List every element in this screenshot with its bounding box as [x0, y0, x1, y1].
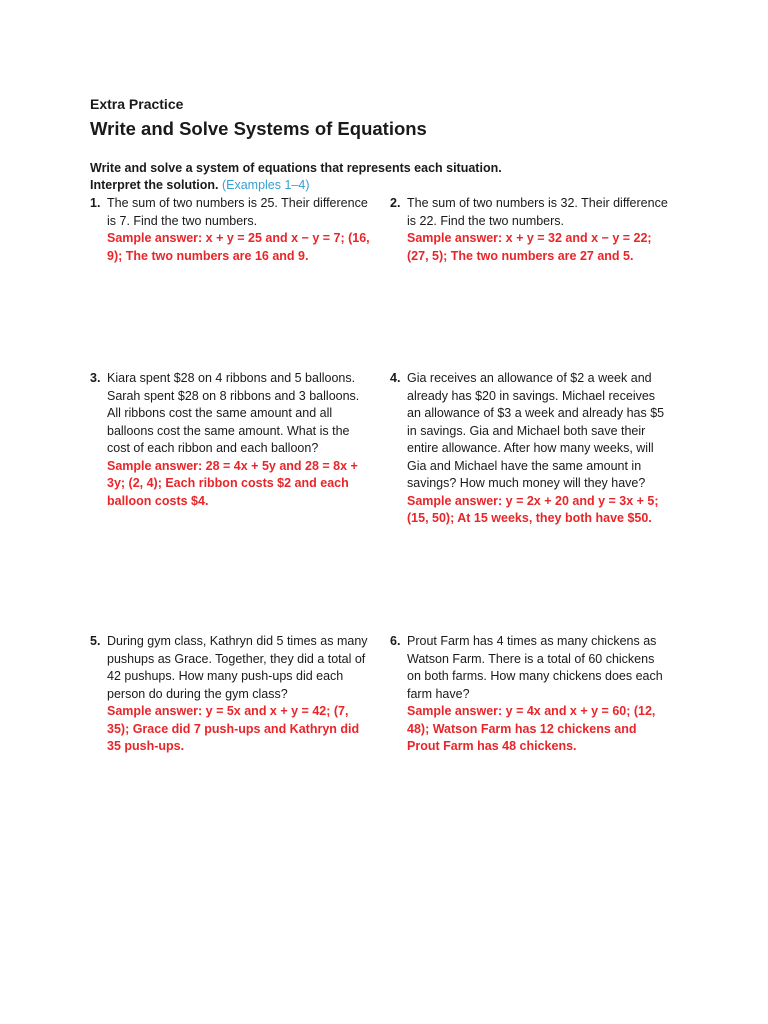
problem-text: The sum of two numbers is 25. Their difference is 7. Find the two numbers.: [107, 196, 368, 228]
problem-1: [90, 195, 370, 265]
problem-text: During gym class, Kathryn did 5 times as many pushups as Grace. Together, they did a total of 42 pushups. How many push-ups did each person do during the gym class?: [107, 634, 368, 701]
examples-reference: (Examples 1–4): [221, 178, 310, 192]
sample-answer: Sample answer: 28 = 4x + 5y and 28 = 8x + 3y; (2, 4); Each ribbon costs $2 and each balloon costs $4.: [107, 458, 358, 508]
problem-4: [390, 370, 670, 528]
problem-number: 3.: [90, 371, 101, 385]
problem-number: 4.: [390, 371, 401, 385]
problem-number: 1.: [90, 196, 101, 210]
instructions-line-1: Write and solve a system of equations that represents each situation.: [90, 161, 502, 175]
problem-text: The sum of two numbers is 32. Their difference is 22. Find the two numbers.: [407, 196, 668, 228]
problem-6: [390, 633, 670, 756]
section-kicker: Extra Practice: [90, 96, 184, 112]
page-title: Write and Solve Systems of Equations: [90, 118, 427, 139]
instructions-line-2: [90, 177, 502, 194]
problem-2: [390, 195, 670, 265]
sample-answer: Sample answer: y = 2x + 20 and y = 3x + 5; (15, 50); At 15 weeks, they both have $50.: [407, 493, 659, 525]
sample-answer: Sample answer: y = 5x and x + y = 42; (7, 35); Grace did 7 push-ups and Kathryn did 35 push-ups.: [107, 704, 360, 753]
problem-5: [90, 633, 370, 756]
problem-3: [90, 370, 370, 510]
problem-number: 2.: [390, 196, 401, 210]
problem-number: 5.: [90, 634, 101, 648]
instructions: [90, 160, 502, 194]
instructions-text: Interpret the solution.: [90, 178, 219, 192]
problem-text: Gia receives an allowance of $2 a week and already has $20 in savings. Michael receives an allowance of $3 a week and already has $5 in savings. Gia and Michael both save their entire allowance. After how many weeks, will Gia and Michael have the same amount in savings? How much money will they have?: [407, 371, 665, 490]
sample-answer: Sample answer: x + y = 32 and x − y = 22; (27, 5); The two numbers are 27 and 5.: [407, 231, 652, 263]
problem-text: Prout Farm has 4 times as many chickens as Watson Farm. There is a total of 60 chickens on both farms. How many chickens does each farm have?: [407, 634, 663, 701]
problem-number: 6.: [390, 634, 401, 648]
sample-answer: Sample answer: y = 4x and x + y = 60; (12, 48); Watson Farm has 12 chickens and Prout Farm has 48 chickens.: [407, 704, 656, 753]
problem-text: Kiara spent $28 on 4 ribbons and 5 balloons. Sarah spent $28 on 8 ribbons and 3 balloons. All ribbons cost the same amount and all balloons cost the same amount. What is the cost of each ribbon and each balloon?: [107, 371, 360, 455]
sample-answer: Sample answer: x + y = 25 and x − y = 7; (16, 9); The two numbers are 16 and 9.: [107, 231, 370, 263]
